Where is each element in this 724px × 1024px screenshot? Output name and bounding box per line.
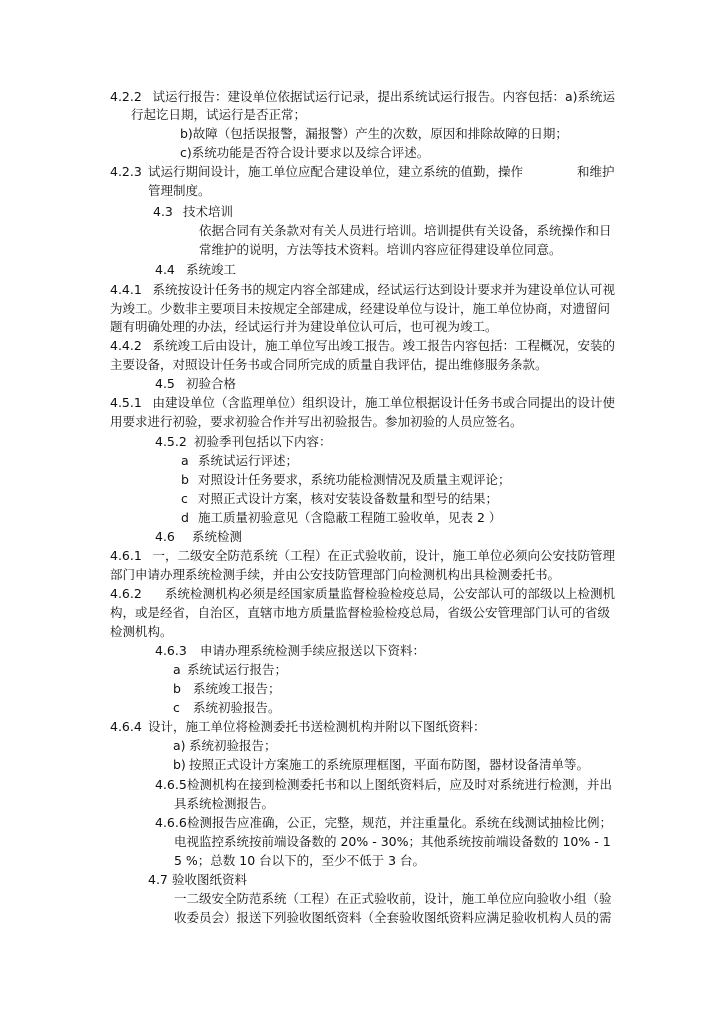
clause-number: 4.4.2 xyxy=(110,338,142,353)
list-item-text: 系统初验报告。 xyxy=(193,700,281,715)
section-title: 验收图纸资料 xyxy=(172,872,248,887)
list-item xyxy=(173,680,181,697)
list-item xyxy=(181,471,189,488)
doc-line xyxy=(174,795,274,812)
section-heading xyxy=(183,203,233,220)
clause-number: 4.6.2 xyxy=(110,586,142,601)
list-item xyxy=(198,490,498,507)
list-marker: a xyxy=(181,453,189,468)
clause-text: 由建设单位（含监理单位）组织设计，施工单位根据设计任务书或合同提出的设计使 xyxy=(152,395,615,410)
line-text: 具系统检测报告。 xyxy=(174,796,275,811)
list-item-text: 施工质量初验意见（含隐蔽工程随工验收单，见表 2 ） xyxy=(198,510,502,525)
list-item-text: 系统试运行报告； xyxy=(187,662,288,677)
line-text: 部门申请办理系统检测手续，并由公安技防管理部门向检测机构出具检测委托书。 xyxy=(110,567,561,582)
list-marker: b xyxy=(173,681,181,696)
doc-line xyxy=(148,718,486,735)
list-item-text: 系统竣工报告； xyxy=(193,681,281,696)
list-item xyxy=(187,661,287,678)
doc-line xyxy=(174,833,611,850)
line-text: 管理制度。 xyxy=(148,183,211,198)
clause-text-continued: 和维护 xyxy=(577,164,615,179)
doc-line xyxy=(110,547,615,564)
clause-text: 初验季刊包括以下内容： xyxy=(194,434,332,449)
line-text: 依据合同有关条款对有关人员进行培训。培训提供有关设备，系统操作和日 xyxy=(199,223,612,238)
doc-line xyxy=(110,337,615,354)
list-item-text: 对照设计任务要求，系统功能检测情况及质量主观评论； xyxy=(198,472,511,487)
clause-number: 4.6.5 xyxy=(155,777,187,792)
doc-line xyxy=(110,163,142,180)
doc-line xyxy=(110,566,560,583)
list-marker: c xyxy=(173,700,180,715)
line-text: 常维护的说明，方法等技术资料。培训内容应征得建设单位同意。 xyxy=(199,242,562,257)
section-heading xyxy=(186,375,236,392)
clause-number: 4.6.4 xyxy=(110,719,142,734)
doc-line xyxy=(148,163,523,180)
section-title: 初验合格 xyxy=(186,376,237,391)
doc-line xyxy=(131,106,306,123)
clause-text: 系统检测机构必须是经国家质量监督检验检疫总局，公安部认可的部级以上检测机 xyxy=(164,586,615,601)
list-item xyxy=(189,756,589,773)
list-marker: a xyxy=(173,662,181,677)
list-item-text: b)故障（包括误报警，漏报警）产生的次数，原因和排除故障的日期； xyxy=(180,126,568,141)
doc-line xyxy=(199,222,612,239)
list-item xyxy=(181,452,189,469)
list-item xyxy=(173,661,181,678)
clause-number: 4.4.1 xyxy=(110,282,142,297)
clause-text: 申请办理系统检测手续应报送以下资料： xyxy=(200,643,426,658)
section-heading xyxy=(155,528,175,545)
clause-number: 4.5.2 xyxy=(155,434,187,449)
doc-line xyxy=(174,852,425,869)
list-item-text: 系统初验报告； xyxy=(189,738,277,753)
doc-line xyxy=(110,88,615,105)
section-heading xyxy=(172,871,247,888)
list-marker: c xyxy=(181,491,188,506)
list-item xyxy=(173,737,186,754)
line-text: 5 %；总数 10 台以下的，至少不低于 3 台。 xyxy=(174,853,426,868)
list-item-text: 按照正式设计方案施工的系统原理框图，平面布防图，器材设备清单等。 xyxy=(189,757,590,772)
list-item-text: 对照正式设计方案，核对安装设备数量和型号的结果； xyxy=(198,491,499,506)
doc-line xyxy=(187,814,612,831)
doc-line xyxy=(199,241,562,258)
list-item xyxy=(198,471,511,488)
doc-line xyxy=(155,814,187,831)
line-text: 用要求进行初验，要求初验合作并写出初验报告。参加初验的人员应签名。 xyxy=(110,414,523,429)
section-number: 4.3 xyxy=(153,204,173,219)
list-item xyxy=(198,452,298,469)
clause-number: 4.6.1 xyxy=(110,548,142,563)
section-heading xyxy=(148,871,168,888)
clause-text: 设计，施工单位将检测委托书送检测机构并附以下图纸资料： xyxy=(148,719,486,734)
section-title: 系统检测 xyxy=(192,529,243,544)
doc-line xyxy=(110,356,548,373)
list-item xyxy=(193,699,281,716)
doc-line xyxy=(148,182,211,199)
doc-line xyxy=(110,585,615,602)
doc-line xyxy=(200,642,425,659)
clause-number: 4.2.3 xyxy=(110,164,142,179)
section-heading xyxy=(192,528,242,545)
doc-line xyxy=(110,718,142,735)
section-number: 4.4 xyxy=(155,262,175,277)
doc-line xyxy=(110,300,610,317)
doc-line xyxy=(110,623,173,640)
list-marker: b xyxy=(181,472,189,487)
line-text: 行起讫日期，试运行是否正常； xyxy=(131,107,307,122)
doc-line xyxy=(174,909,612,926)
doc-line xyxy=(110,281,615,298)
doc-line xyxy=(110,604,610,621)
clause-text: 检测机构在接到检测委托书和以上图纸资料后，应及时对系统进行检测，并出 xyxy=(187,777,613,792)
line-text: 为竣工。少数非主要项目未按规定全部建成，经建设单位与设计，施工单位协商，对遗留问 xyxy=(110,301,611,316)
doc-line xyxy=(155,433,187,450)
section-heading xyxy=(155,261,175,278)
section-title: 技术培训 xyxy=(183,204,234,219)
line-text: 题有明确处理的办法，经试运行并为建设单位认可后，也可视为竣工。 xyxy=(110,319,498,334)
clause-number: 4.6.6 xyxy=(155,815,187,830)
clause-text: 试运行报告：建设单位依据试运行记录，提出系统试运行报告。内容包括：a)系统运 xyxy=(152,89,615,104)
list-marker: a) xyxy=(173,738,186,753)
doc-line xyxy=(155,642,187,659)
doc-line xyxy=(194,433,332,450)
section-heading xyxy=(153,203,173,220)
list-item xyxy=(193,680,281,697)
doc-line xyxy=(110,394,615,411)
line-text: 收委员会）报送下列验收图纸资料（全套验收图纸资料应满足验收机构人员的需 xyxy=(174,910,612,925)
section-number: 4.6 xyxy=(155,529,175,544)
line-text: 构，或是经省，自治区，直辖市地方质量监督检验检疫总局，省级公安管理部门认可的省级 xyxy=(110,605,611,620)
section-number: 4.5 xyxy=(155,376,175,391)
list-item xyxy=(181,509,189,526)
doc-line xyxy=(577,163,615,180)
doc-line xyxy=(187,776,612,793)
section-number: 4.7 xyxy=(148,872,168,887)
list-item xyxy=(181,490,188,507)
list-marker: d xyxy=(181,510,189,525)
doc-line xyxy=(180,144,429,161)
list-item xyxy=(173,756,186,773)
clause-text: 系统竣工后由设计，施工单位写出竣工报告。竣工报告内容包括：工程概况，安装的 xyxy=(152,338,615,353)
list-item-text: c)系统功能是否符合设计要求以及综合评述。 xyxy=(180,145,430,160)
list-item xyxy=(189,737,277,754)
doc-line xyxy=(180,125,568,142)
section-heading xyxy=(155,375,175,392)
doc-line xyxy=(155,776,187,793)
clause-text: 系统按设计任务书的规定内容全部建成，经试运行达到设计要求并为建设单位认可视 xyxy=(152,282,615,297)
clause-number: 4.6.3 xyxy=(155,643,187,658)
clause-number: 4.2.2 xyxy=(110,89,142,104)
list-item xyxy=(173,699,180,716)
clause-text: 试运行期间设计，施工单位应配合建设单位，建立系统的值勤，操作 xyxy=(148,164,524,179)
section-title: 系统竣工 xyxy=(186,262,237,277)
line-text: 电视监控系统按前端设备数的 20% - 30%；其他系统按前端设备数的 10% - 1 xyxy=(174,834,611,849)
clause-text: 检测报告应准确，公正，完整，规范，并注重量化。系统在线测试抽检比例； xyxy=(187,815,613,830)
clause-text: 一，二级安全防范系统（工程）在正式验收前，设计，施工单位必须向公安技防管理 xyxy=(152,548,615,563)
doc-line xyxy=(110,318,498,335)
list-item xyxy=(198,509,501,526)
section-heading xyxy=(186,261,236,278)
clause-number: 4.5.1 xyxy=(110,395,142,410)
list-item-text: 系统试运行评述； xyxy=(198,453,299,468)
line-text: 主要设备，对照设计任务书或合同所完成的质量自我评估，提出维修服务条款。 xyxy=(110,357,548,372)
doc-line xyxy=(110,413,523,430)
list-marker: b) xyxy=(173,757,186,772)
doc-line xyxy=(174,890,612,907)
line-text: 一二级安全防范系统（工程）在正式验收前，设计，施工单位应向验收小组（验 xyxy=(174,891,612,906)
line-text: 检测机构。 xyxy=(110,624,173,639)
